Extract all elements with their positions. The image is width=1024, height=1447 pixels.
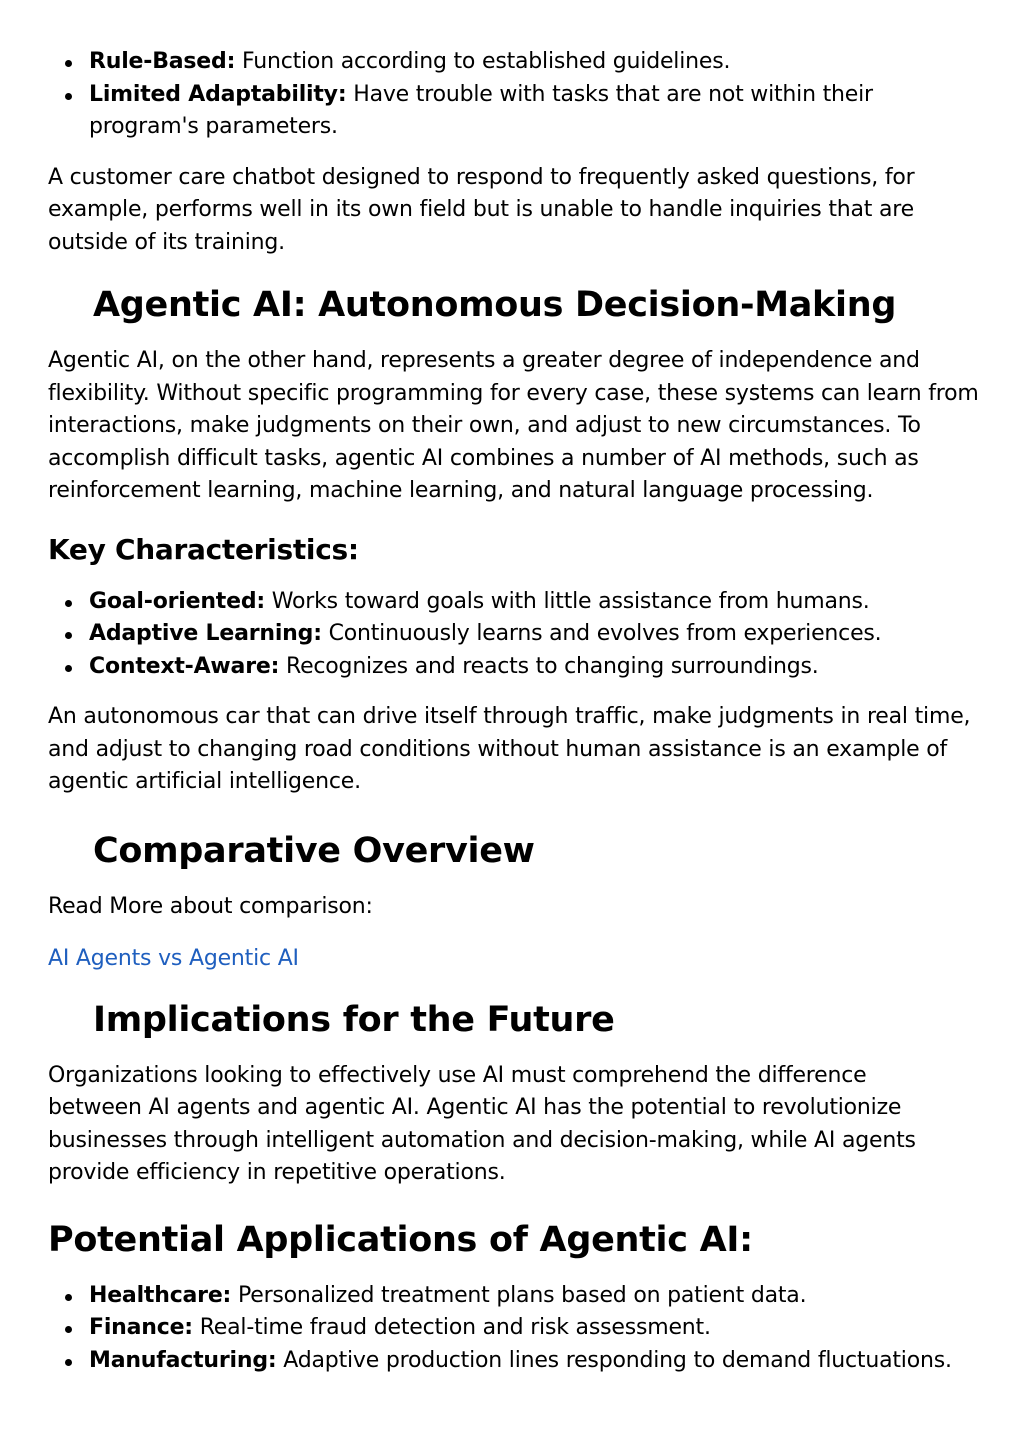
agentic-example-paragraph: An autonomous car that can drive itself through traffic, make judgments in real time, and adjust to changing road conditions without human assistance is an example of agentic artificial intelligence. — [48, 704, 971, 794]
list-item-term: Manufacturing: — [89, 1347, 277, 1373]
list-item-term: Context-Aware: — [89, 653, 280, 679]
list-item-text: Real-time fraud detection and risk assessment. — [192, 1315, 711, 1340]
list-item — [48, 1345, 988, 1378]
intro-paragraph: A customer care chatbot designed to respond to frequently asked questions, for example, performs well in its own field but is unable to handle inquiries that are outside of its training. — [48, 164, 915, 255]
list-item-text: Recognizes and reacts to changing surroundings. — [279, 653, 819, 679]
list-item-term: Adaptive Learning: — [89, 621, 322, 646]
agentic-paragraph: Agentic AI, on the other hand, represents a greater degree of independence and flexibility. Without specific programming for every case, these systems can learn from interactions, make judgments on their own, and adjust to new circumstances. To accomplish difficult tasks, agentic AI combines a number of AI methods, such as reinforcement learning, machine learning, and natural language processing. — [48, 348, 979, 503]
comparative-heading: Comparative Overview — [93, 830, 535, 871]
implications-paragraph: Organizations looking to effectively use AI must comprehend the difference between AI agents and agentic AI. Agentic AI has the potential to revolutionize businesses through intelligent automation and decision-making, while AI agents provide efficiency in repetitive operations. — [48, 1062, 916, 1185]
list-item-text: Personalized treatment plans based on patient data. — [231, 1282, 807, 1308]
limitations-list — [48, 46, 878, 144]
read-more-text: Read More about comparison: — [48, 893, 373, 919]
list-item-term: Goal-oriented: — [89, 588, 265, 614]
list-item-term: Rule-Based: — [89, 49, 236, 74]
applications-list — [48, 1280, 988, 1378]
list-item-term: Finance: — [89, 1315, 193, 1340]
list-item-term: Healthcare: — [89, 1282, 232, 1308]
list-item-text: Have trouble with tasks that are not within their program's parameters. — [89, 81, 873, 139]
implications-heading: Implications for the Future — [93, 999, 615, 1040]
list-item — [48, 1312, 988, 1345]
key-characteristics-heading: Key Characteristics: — [48, 532, 359, 566]
applications-heading: Potential Applications of Agentic AI: — [48, 1219, 753, 1260]
list-item — [48, 1280, 988, 1313]
list-item-text: Adaptive production lines responding to demand fluctuations. — [276, 1347, 952, 1373]
list-item — [48, 651, 988, 684]
list-item-text: Function according to established guidelines. — [235, 49, 731, 74]
list-item-text: Continuously learns and evolves from experiences. — [321, 621, 882, 646]
agentic-heading: Agentic AI: Autonomous Decision-Making — [93, 285, 897, 325]
list-item-text: Works toward goals with little assistance from humans. — [264, 588, 870, 614]
document-page — [48, 0, 988, 1377]
list-item-term: Limited Adaptability: — [89, 81, 347, 107]
list-item — [48, 79, 878, 144]
characteristics-list — [48, 586, 988, 684]
list-item — [48, 46, 878, 79]
comparison-link-paragraph — [48, 943, 988, 976]
list-item — [48, 586, 988, 619]
comparison-link[interactable]: AI Agents vs Agentic AI — [48, 946, 299, 971]
list-item — [48, 618, 988, 651]
